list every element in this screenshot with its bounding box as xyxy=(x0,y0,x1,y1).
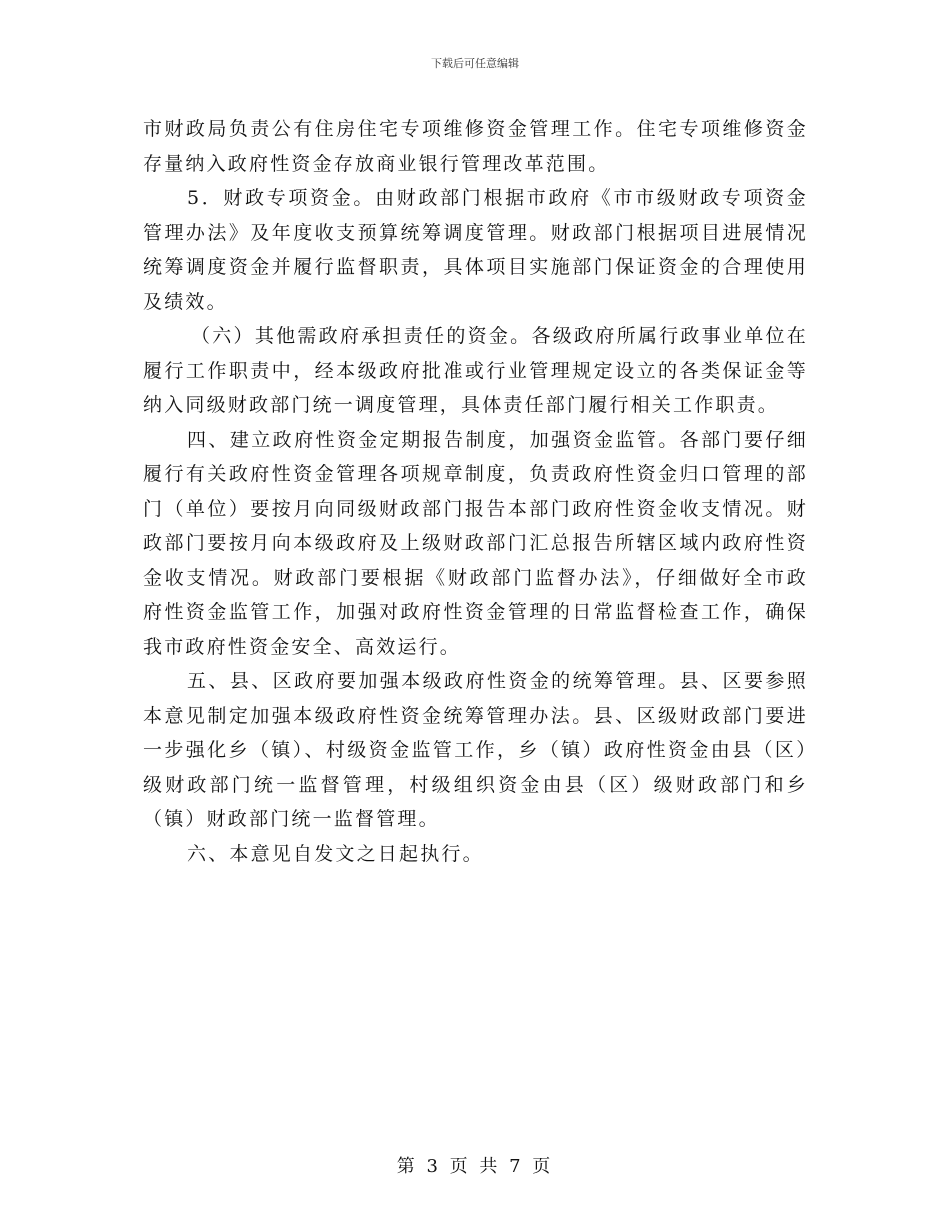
paragraph-section-six: 六、本意见自发文之日起执行。 xyxy=(187,842,484,865)
paragraph-section-four: 四、建立政府性资金定期报告制度，加强资金监管。各部门要仔细履行有关政府性资金管理各项规章制度，负责政府性资金归口管理的部门（单位）要按月向同级财政部门报告本部门政府性资金收支情况。财政部门要按月向本级政府及上级财政部门汇总报告所辖区域内政府性资金收支情况。财政部门要根据《财政部门监督办法》，仔细做好全市政府性资金监管工作，加强对政府性资金管理的日常监督检查工作，确保我市政府性资金安全、高效运行。 xyxy=(143,428,808,658)
page-number: 第 3 页 共 7 页 xyxy=(396,1156,554,1177)
document-body xyxy=(143,112,808,871)
paragraph-other-funds: （六）其他需政府承担责任的资金。各级政府所属行政事业单位在履行工作职责中，经本级政府批准或行业管理规定设立的各类保证金等纳入同级财政部门统一调度管理，具体责任部门履行相关工作职责。 xyxy=(143,325,808,416)
header-note: 下载后可任意编辑 xyxy=(431,57,519,70)
paragraph-section-five: 五、县、区政府要加强本级政府性资金的统筹管理。县、区要参照本意见制定加强本级政府性资金统筹管理办法。县、区级财政部门要进一步强化乡（镇）、村级资金监管工作，乡（镇）政府性资金由县（区）级财政部门统一监督管理，村级组织资金由县（区）级财政部门和乡（镇）财政部门统一监督管理。 xyxy=(143,670,808,830)
paragraph-special-funds: 5．财政专项资金。由财政部门根据市政府《市市级财政专项资金管理办法》及年度收支预算统筹调度管理。财政部门根据项目进展情况统筹调度资金并履行监督职责，具体项目实施部门保证资金的合理使用及绩效。 xyxy=(143,187,808,313)
paragraph-continuation: 市财政局负责公有住房住宅专项维修资金管理工作。住宅专项维修资金存量纳入政府性资金存放商业银行管理改革范围。 xyxy=(143,118,808,175)
